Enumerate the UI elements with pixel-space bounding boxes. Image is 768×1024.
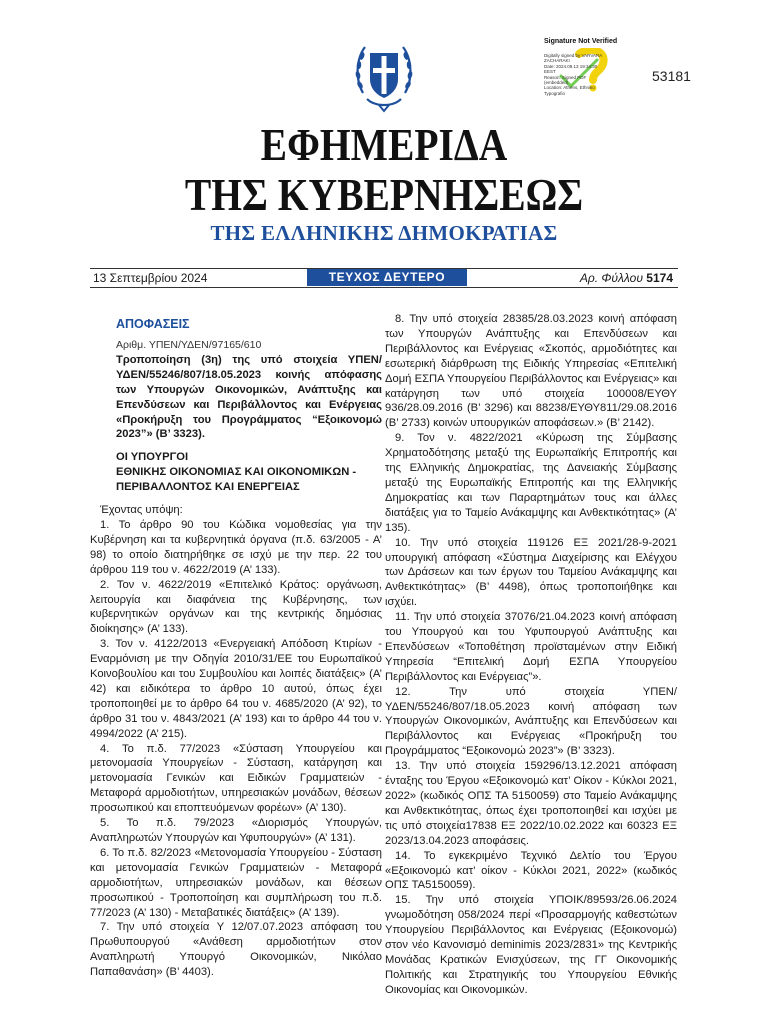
decision-title: Τροποποίηση (3η) της υπό στοιχεία ΥΠΕΝ/ΥΔΕΝ/55246/807/18.05.2023 κοινής απόφασης των Υπουργών Οικονομικών, Ανάπτυξης και Επενδύσεων και Περιβάλλοντος και Ενέργειας «Προκήρυξη του Προγράμματος “Εξοικονομώ 2023”» (Β’ 3323). [116, 353, 382, 441]
paragraph: 5. Το π.δ. 79/2023 «Διορισμός Υπουργών, Αναπληρωτών Υπουργών και Υφυπουργών» (Α’ 131). [90, 817, 382, 844]
ministers-heading [116, 450, 382, 495]
paragraph: 15. Την υπό στοιχεία ΥΠΟΙΚ/89593/26.06.2024 γνωμοδότηση 058/2024 περί «Προσαρμογής καθεστώτων Υπουργείου Περιβάλλοντος και Ενέργειας (Εξοικονομώ) στον νέο Κανονισμό deminimis 2023/2831» της Κεντρικής Μονάδας Κρατικών Ενισχύσεων, της ΓΓ Οικονομικής Πολιτικής και Στρατηγικής του Υπουργείου Εθνικής Οικονομίας και Οικονομικών. [385, 894, 677, 996]
sheet-label: Αρ. Φύλλου [579, 271, 643, 285]
paragraph: 13. Την υπό στοιχεία 159296/13.12.2021 απόφαση ένταξης του Έργου «Εξοικονομώ κατ’ Οίκον - Κύκλοι 2021, 2022» (κωδικός ΟΠΣ ΤΑ 5150059) στο Ταμείο Ανάκαμψης και Ανθεκτικότητας, όπως έχει τροποποιηθεί και ισχύει με τις υπό στοιχεία17838 ΕΞ 2022/10.02.2022 και 60323 ΕΞ 2023/13.04.2023 αποφάσεις. [385, 760, 677, 847]
digital-signature-block [541, 38, 633, 94]
paragraph: 14. Το εγκεκριμένο Τεχνικό Δελτίο του Έργου «Εξοικονομώ κατ’ οίκον - Κύκλοι 2021, 2022» (κωδικός ΟΠΣ ΤΑ5150059). [385, 849, 677, 892]
ministers-line: ΕΘΝΙΚΗΣ ΟΙΚΟΝΟΜΙΑΣ ΚΑΙ ΟΙΚΟΝΟΜΙΚΩΝ - [116, 466, 357, 479]
greek-emblem-icon [353, 35, 415, 113]
paragraph: 9. Τον ν. 4822/2021 «Κύρωση της Σύμβασης Χρηματοδότησης μεταξύ της Ευρωπαϊκής Επιτροπής και της Ελληνικής Δημοκρατίας, της Δανειακής Σύμβασης μεταξύ της Ευρωπαϊκής Επιτροπής και της Ελληνικής Δημοκρατίας και των Παραρτημάτων τους και άλλες διατάξεις για το Ταμείο Ανάκαμψης και Ανθεκτικότητας» (Α’ 135). [385, 432, 677, 534]
right-column [385, 312, 677, 998]
paragraph: 11. Την υπό στοιχεία 37076/21.04.2023 κοινή απόφαση του Υπουργού και του Υφυπουργού Ανάπτυξης και Επενδύσεων «Τοποθέτηση προϊσταμένων στην Ειδική Υπηρεσία “Επιτελική Δομή ΕΣΠΑ Υπουργείου Περιβάλλοντος και Ενέργειας”». [385, 611, 677, 683]
signature-details: Digitally signed by VARVARA ZACHARAKI Date: 2024.09.13 19:34:30 EEST Reason: Signed PDF (embedded) Location: Athens, Ethniko Typografio [544, 53, 603, 96]
preamble: Έχοντας υπόψη: [100, 504, 183, 517]
issue-series-badge: ΤΕΥΧΟΣ ΔΕΥΤΕΡΟ [307, 269, 467, 286]
issue-date: 13 Σεπτεμβρίου 2024 [93, 271, 208, 285]
sheet-number [580, 271, 673, 285]
section-title: ΑΠΟΦΑΣΕΙΣ [116, 317, 190, 331]
masthead-subtitle: ΤΗΣ ΕΛΛΗΝΙΚΗΣ ΔΗΜΟΚΡΑΤΙΑΣ [210, 221, 558, 245]
paragraph: 12. Την υπό στοιχεία ΥΠΕΝ/ΥΔΕΝ/55246/807/18.05.2023 κοινή απόφαση των Υπουργών Οικονομικών, Ανάπτυξης και Επενδύσεων και Περιβάλλοντος και Ενέργειας «Προκήρυξη του Προγράμματος “Εξοικονομώ 2023”» (Β’ 3323). [385, 685, 677, 758]
decision-reference: Αριθμ. ΥΠΕΝ/ΥΔΕΝ/97165/610 [116, 339, 262, 351]
ministers-line: ΟΙ ΥΠΟΥΡΓΟΙ [116, 451, 189, 464]
paragraph: 7. Την υπό στοιχεία Υ 12/07.07.2023 απόφαση του Πρωθυπουργού «Ανάθεση αρμοδιοτήτων στον Αναπληρωτή Υπουργό Οικονομικών, Νικόλαο Παπαθανάση» (Β’ 4403). [90, 921, 382, 979]
paragraph: 3. Τον ν. 4122/2013 «Ενεργειακή Απόδοση Κτιρίων - Εναρμόνιση με την Οδηγία 2010/31/ΕΕ του Ευρωπαϊκού Κοινοβουλίου και του Συμβουλίου και λοιπές διατάξεις» (Α’ 42) και ειδικότερα το άρθρο 10 αυτού, όπως έχει τροποποιηθεί με το άρθρο 64 του ν. 4685/2020 (Α’ 92), το άρθρο 31 του ν. 4843/2021 (Α’ 193) και το άρθρο 44 του ν. 4994/2022 (Α’ 215). [90, 638, 382, 740]
ministers-line: ΠΕΡΙΒΑΛΛΟΝΤΟΣ ΚΑΙ ΕΝΕΡΓΕΙΑΣ [116, 481, 300, 494]
paragraph: 10. Την υπό στοιχεία 119126 ΕΞ 2021/28-9-2021 υπουργική απόφαση «Σύστημα Διαχείρισης και Ελέγχου των Δράσεων και των έργων του Ταμείου Ανάκαμψης και Ανθεκτικότητας» (Β’ 4498), όπως τροποποιήθηκε και ισχύει. [385, 536, 677, 609]
paragraph: 1. Το άρθρο 90 του Κώδικα νομοθεσίας για την Κυβέρνηση και τα κυβερνητικά όργανα (π.δ. 63/2005 - Α’ 98) το οποίο διατηρήθηκε σε ισχύ με την περ. 22 του άρθρου 119 του ν. 4622/2019 (Α’ 133). [90, 518, 382, 576]
masthead-title-line2: ΤΗΣ ΚΥΒΕΡΝΗΣΕΩΣ [184, 169, 584, 220]
paragraph: 2. Τον ν. 4622/2019 «Επιτελικό Κράτος: οργάνωση, λειτουργία και διαφάνεια της Κυβέρνησης, των κυβερνητικών οργάνων και της κεντρικής δημόσιας διοίκησης» (Α’ 133). [90, 578, 382, 636]
paragraph: 8. Την υπό στοιχεία 28385/28.03.2023 κοινή απόφαση των Υπουργών Ανάπτυξης και Επενδύσεων και Περιβάλλοντος και Ενέργειας «Σκοπός, αρμοδιότητες και εσωτερική διάρθρωση της Ειδικής Υπηρεσίας «Επιτελική Δομή ΕΣΠΑ Υπουργείου Περιβάλλοντος και Ενέργειας» και κατάργηση των υπό στοιχεία 100008/ΕΥΘΥ 936/28.09.2016 (Β’ 3296) και 88238/ΕΥΘΥ811/29.08.2016 (Β’ 2733) κοινών υπουργικών αποφάσεων.» (Β’ 2142). [385, 313, 677, 430]
left-column [90, 312, 382, 980]
masthead-title-line1: ΕΦΗΜΕΡΙΔΑ [260, 119, 508, 170]
sheet-number-value: 5174 [646, 271, 673, 285]
signature-title: Signature Not Verified [544, 38, 618, 45]
issue-number: 53181 [652, 68, 691, 84]
issue-bar-bottom-rule [90, 287, 678, 288]
paragraph: 6. Το π.δ. 82/2023 «Μετονομασία Υπουργείου - Σύσταση και μετονομασία Γενικών Γραμματειών - Μεταφορά αρμοδιοτήτων, υπηρεσιακών μονάδων, και θέσεων προσωπικού - Τροποποίηση και συμπλήρωση του π.δ. 77/2023 (Α’ 130) - Μεταβατικές διατάξεις» (Α’ 139). [90, 846, 382, 919]
paragraph: 4. Το π.δ. 77/2023 «Σύσταση Υπουργείου και μετονομασία Υπουργείων - Σύσταση, κατάργηση και μετονομασία Γενικών και Ειδικών Γραμματειών - Μεταφορά αρμοδιοτήτων, υπηρεσιακών μονάδων, θέσεων προσωπικού και εποπτευόμενων φορέων» (Α’ 130). [90, 742, 382, 815]
